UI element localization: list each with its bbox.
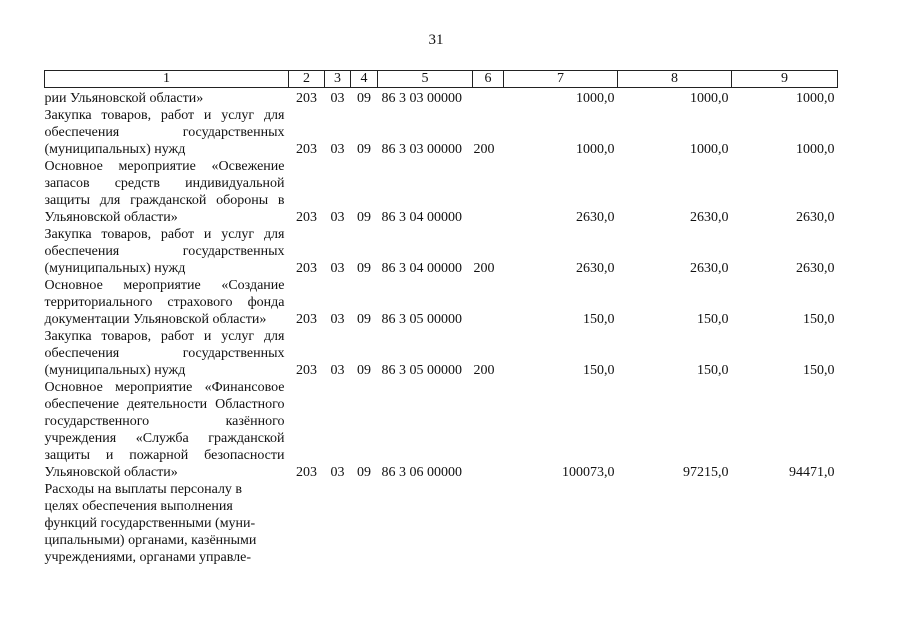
row-code-section: 03	[330, 363, 345, 378]
row-code-ministry: 203	[296, 210, 317, 225]
row-code-target: 86 3 04 00000	[381, 210, 462, 225]
row-code-section: 03	[330, 465, 345, 480]
row-value-col9: 1000,0	[796, 142, 835, 157]
row-code-subsection: 09	[357, 210, 371, 225]
row-value-col9: 94471,0	[789, 465, 835, 480]
row-code-ministry: 203	[296, 142, 317, 157]
row-value-col8: 150,0	[697, 312, 729, 327]
table-header	[45, 71, 838, 88]
row-code-subsection: 09	[357, 142, 371, 157]
row-value-col8: 2630,0	[690, 261, 729, 276]
row-name: Закупка товаров, работ и услуг для обеспечения государственных (муниципальных) нужд	[44, 329, 285, 378]
row-name: Основное мероприятие «Освежение запасов средств индивидуальной защиты для гражданской обороны в Ульяновской области»	[44, 159, 285, 225]
row-name-line: учреждениями, органами управле-	[44, 550, 252, 565]
row-name: Закупка товаров, работ и услуг для обеспечения государственных (муниципальных) нужд	[44, 227, 285, 276]
row-value-col8: 1000,0	[690, 91, 729, 106]
header-col-8: 8	[618, 71, 732, 88]
row-value-col7: 100073,0	[562, 465, 615, 480]
row-code-expense-type	[473, 379, 504, 481]
row-name: Закупка товаров, работ и услуг для обеспечения государственных (муниципальных) нужд	[44, 108, 285, 157]
header-col-2: 2	[289, 71, 325, 88]
row-code-expense-type: 200	[473, 363, 495, 378]
empty-cell	[473, 481, 504, 566]
header-col-6: 6	[473, 71, 504, 88]
row-code-target: 86 3 04 00000	[381, 261, 462, 276]
header-col-4: 4	[351, 71, 378, 88]
row-value-col8: 2630,0	[690, 210, 729, 225]
row-value-col9: 150,0	[803, 312, 835, 327]
row-value-col9: 150,0	[803, 363, 835, 378]
header-col-3: 3	[325, 71, 351, 88]
row-code-section: 03	[330, 210, 345, 225]
row-code-subsection: 09	[357, 363, 371, 378]
row-name-line: Расходы на выплаты персоналу в	[44, 482, 243, 497]
header-col-5: 5	[378, 71, 473, 88]
table-row	[45, 277, 838, 328]
row-code-target: 86 3 03 00000	[381, 91, 462, 106]
row-value-col9: 2630,0	[796, 210, 835, 225]
row-value-col7: 1000,0	[576, 91, 615, 106]
table-row	[45, 226, 838, 277]
row-code-ministry: 203	[296, 312, 317, 327]
row-name-line: функций государственными (муни-	[44, 516, 256, 531]
header-col-7: 7	[504, 71, 618, 88]
header-col-1: 1	[45, 71, 289, 88]
row-name-line: ципальными) органами, казёнными	[44, 533, 257, 548]
row-name: Основное мероприятие «Создание территориального страхового фонда документации Ульяновской области»	[44, 278, 285, 327]
row-code-ministry: 203	[296, 363, 317, 378]
row-code-target: 86 3 05 00000	[381, 312, 462, 327]
row-code-target: 86 3 03 00000	[381, 142, 462, 157]
row-code-ministry: 203	[296, 465, 317, 480]
row-name-continued	[45, 481, 289, 566]
row-value-col9: 2630,0	[796, 261, 835, 276]
row-code-expense-type	[473, 158, 504, 226]
table-row	[45, 328, 838, 379]
table-row	[45, 88, 838, 108]
row-code-expense-type: 200	[473, 261, 495, 276]
row-code-section: 03	[330, 312, 345, 327]
empty-cell	[732, 481, 838, 566]
row-code-section: 03	[330, 91, 345, 106]
row-value-col8: 97215,0	[683, 465, 729, 480]
empty-cell	[325, 481, 351, 566]
table-row-continued	[45, 481, 838, 566]
row-name-line: целях обеспечения выполнения	[44, 499, 233, 514]
row-code-target: 86 3 05 00000	[381, 363, 462, 378]
row-code-expense-type	[473, 88, 504, 108]
page-number: 31	[428, 32, 444, 48]
row-code-section: 03	[330, 142, 345, 157]
empty-cell	[378, 481, 473, 566]
row-code-section: 03	[330, 261, 345, 276]
header-col-9: 9	[732, 71, 838, 88]
row-value-col7: 150,0	[583, 363, 615, 378]
row-value-col7: 150,0	[583, 312, 615, 327]
row-code-expense-type: 200	[473, 142, 495, 157]
row-name: Основное мероприятие «Финансовое обеспечение деятельности Областного государственного казённого учреждения «Служба гражданской защиты и пожарной безопасности Ульяновской области»	[44, 380, 285, 480]
row-value-col8: 1000,0	[690, 142, 729, 157]
empty-cell	[504, 481, 618, 566]
table-body	[45, 88, 838, 567]
header-row	[45, 71, 838, 88]
row-code-ministry: 203	[296, 91, 317, 106]
row-code-expense-type	[473, 277, 504, 328]
table-row	[45, 158, 838, 226]
budget-table	[44, 70, 838, 566]
row-code-subsection: 09	[357, 312, 371, 327]
row-value-col7: 2630,0	[576, 261, 615, 276]
row-value-col9: 1000,0	[796, 91, 835, 106]
row-code-subsection: 09	[357, 465, 371, 480]
row-code-subsection: 09	[357, 261, 371, 276]
table-row	[45, 107, 838, 158]
row-value-col8: 150,0	[697, 363, 729, 378]
empty-cell	[618, 481, 732, 566]
empty-cell	[289, 481, 325, 566]
table-row	[45, 379, 838, 481]
row-code-target: 86 3 06 00000	[381, 465, 462, 480]
row-value-col7: 2630,0	[576, 210, 615, 225]
row-value-col7: 1000,0	[576, 142, 615, 157]
row-code-ministry: 203	[296, 261, 317, 276]
row-name: рии Ульяновской области»	[44, 91, 204, 106]
empty-cell	[351, 481, 378, 566]
row-code-subsection: 09	[357, 91, 371, 106]
